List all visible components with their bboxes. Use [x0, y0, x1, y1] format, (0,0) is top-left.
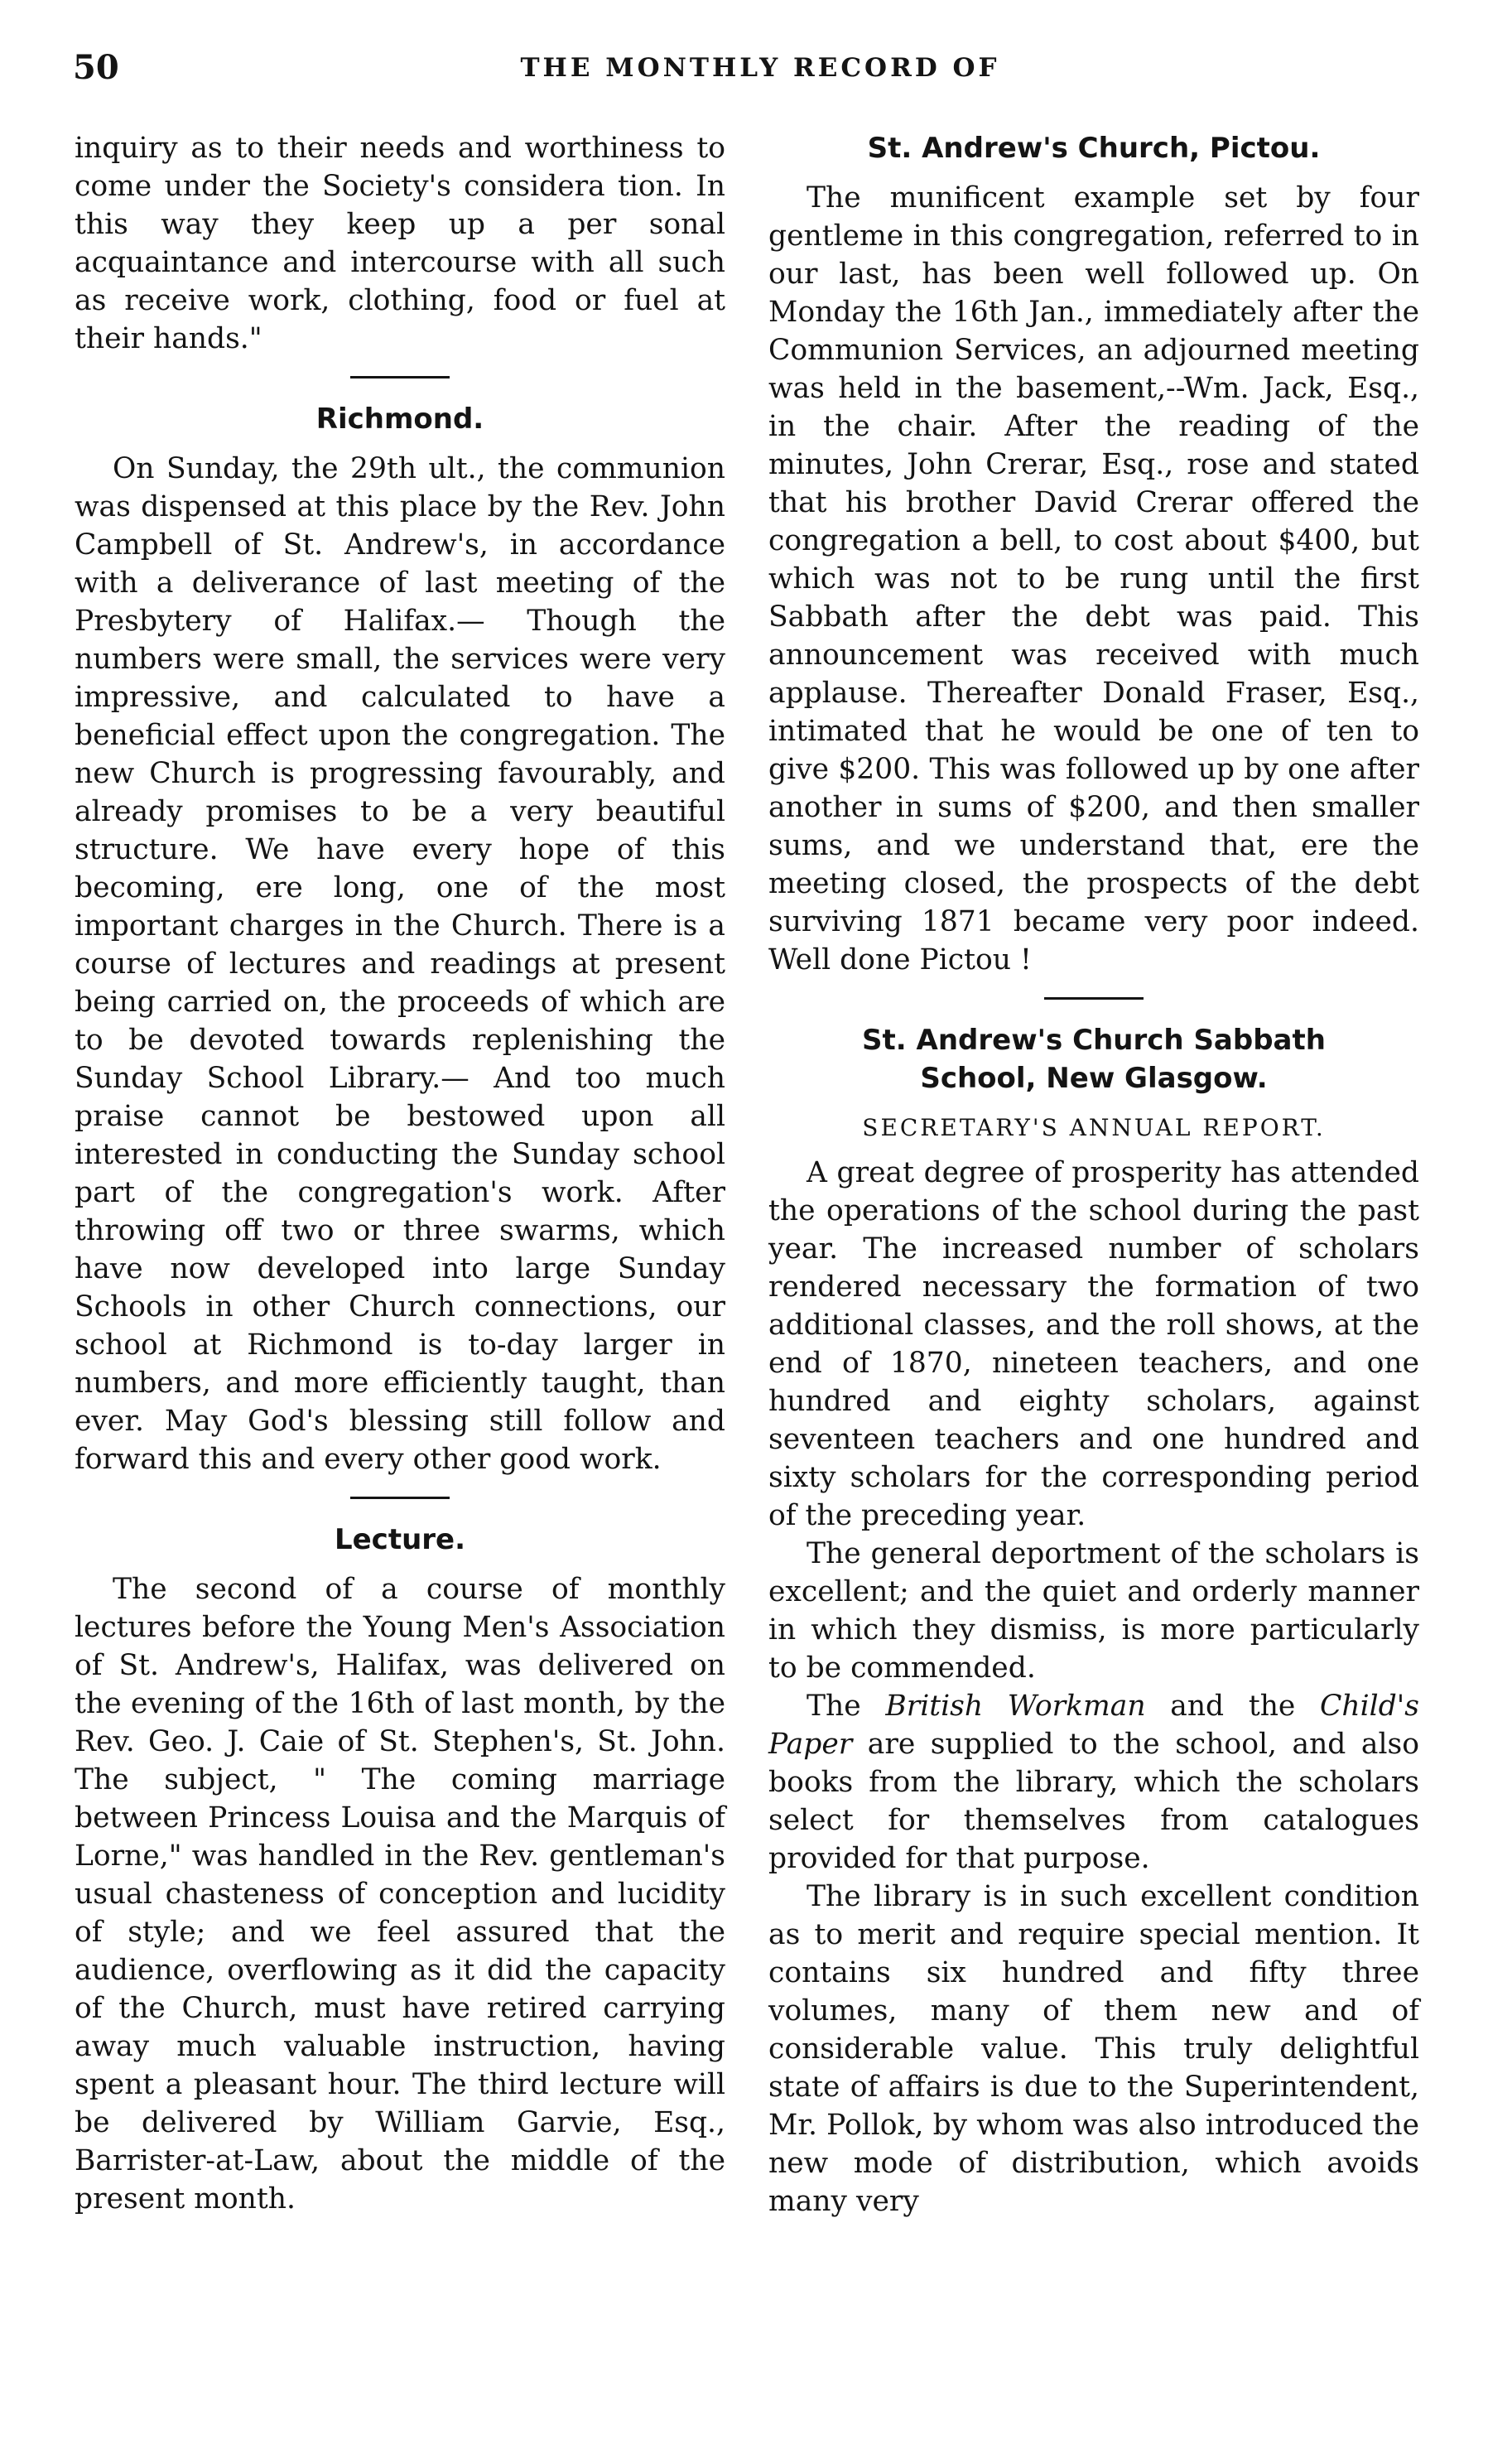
left-column [75, 129, 725, 2218]
report-paragraph-1: A great degree of prosperity has attended the operations of the school during the past year. The increased number of scholars rendered necessary the formation of two additional classes, and the roll shows, at the end of 1870, nineteen teachers, and one hundred and eighty scholars, against seventeen teachers and one hundred and sixty scholars for the corresponding period of the preceding year. [768, 1156, 1419, 1532]
section-divider [350, 376, 450, 378]
para3-suffix: are supplied to the school, and also books from the library, which the scholars select for themselves from catalogues provided for that purpose. [768, 1728, 1419, 1875]
sabbath-school-heading-line2: School, New Glasgow. [920, 1062, 1268, 1095]
pictou-heading: St. Andrew's Church, Pictou. [867, 132, 1321, 165]
report-subheading: SECRETARY'S ANNUAL REPORT. [862, 1114, 1326, 1141]
right-column [768, 129, 1419, 2220]
british-workman-title: British Workman [885, 1690, 1146, 1723]
report-paragraph-3 [768, 1687, 1419, 1878]
richmond-paragraph: On Sunday, the 29th ult., the communion was dispensed at this place by the Rev. John Campbell of St. Andrew's, in accordance with a deliverance of last meeting of the Presbytery of Halifax.— Though the numbers were small, the services were very impressive, and calculated to have a beneficial effect upon the congregation. The new Church is progressing favourably, and already promises to be a very beautiful structure. We have every hope of this becoming, ere long, one of the most important charges in the Church. There is a course of lectures and readings at present being carried on, the proceeds of which are to be devoted towards replenishing the Sunday School Library.— And too much praise cannot be bestowed upon all interested in conducting the Sunday school part of the congregation's work. After throwing off two or three swarms, which have now developed into large Sunday Schools in other Church connections, our school at Richmond is to-day larger in numbers, and more efficiently taught, than ever. May God's blessing still follow and forward this and every other good work. [75, 452, 725, 1476]
continued-paragraph: inquiry as to their needs and worthiness to come under the Society's considera tion. In this way they keep up a per sonal acquaintance and intercourse with all such as receive work, clothing, food or fuel at their hands." [75, 132, 725, 355]
report-paragraph-2: The general deportment of the scholars is excellent; and the quiet and orderly manner in which they dismiss, is more particularly to be commended. [768, 1537, 1419, 1685]
sabbath-school-heading-line1: St. Andrew's Church Sabbath [862, 1024, 1326, 1057]
para3-mid: and the [1145, 1690, 1321, 1723]
lecture-heading: Lecture. [334, 1523, 466, 1556]
section-divider [350, 1497, 450, 1499]
section-divider [1044, 997, 1144, 1000]
running-head [73, 43, 1447, 93]
sabbath-school-heading [768, 1021, 1419, 1097]
lecture-paragraph: The second of a course of monthly lectures before the Young Men's Association of St. Andrew's, Halifax, was delivered on the evening of the 16th of last month, by the Rev. Geo. J. Caie of St. Stephen's, St. John. The subject, " The coming marriage between Princess Louisa and the Marquis of Lorne," was handled in the Rev. gentleman's usual chasteness of conception and lucidity of style; and we feel assured that the audience, overflowing as it did the capacity of the Church, must have retired carrying away much valuable instruction, having spent a pleasant hour. The third lecture will be delivered by William Garvie, Esq., Barrister-at-Law, about the middle of the present month. [75, 1573, 725, 2216]
para3-prefix: The [807, 1690, 886, 1723]
childs-paper-title: Child's Paper [768, 1690, 1419, 1761]
pictou-paragraph: The munificent example set by four gentleme in this congregation, referred to in our last, has been well followed up. On Monday the 16th Jan., immediately after the Communion Services, an adjourned meeting was held in the basement,--Wm. Jack, Esq., in the chair. After the reading of the minutes, John Crerar, Esq., rose and stated that his brother David Crerar offered the congregation a bell, to cost about $400, but which was not to be rung until the first Sabbath after the debt was paid. This announcement was received with much applause. Thereafter Donald Fraser, Esq., intimated that he would be one of ten to give $200. This was followed up by one after another in sums of $200, and then smaller sums, and we understand that, ere the meeting closed, the prospects of the debt surviving 1871 became very poor indeed. Well done Pictou ! [768, 181, 1419, 976]
page-number: 50 [73, 48, 119, 87]
richmond-heading: Richmond. [315, 403, 484, 436]
report-paragraph-4: The library is in such excellent condition as to merit and require special mention. It contains six hundred and fifty three volumes, many of them new and of considerable value. This truly delightful state of affairs is due to the Superintendent, Mr. Pollok, by whom was also introduced the new mode of distribution, which avoids many very [768, 1880, 1419, 2218]
journal-title: THE MONTHLY RECORD OF [520, 53, 1000, 83]
